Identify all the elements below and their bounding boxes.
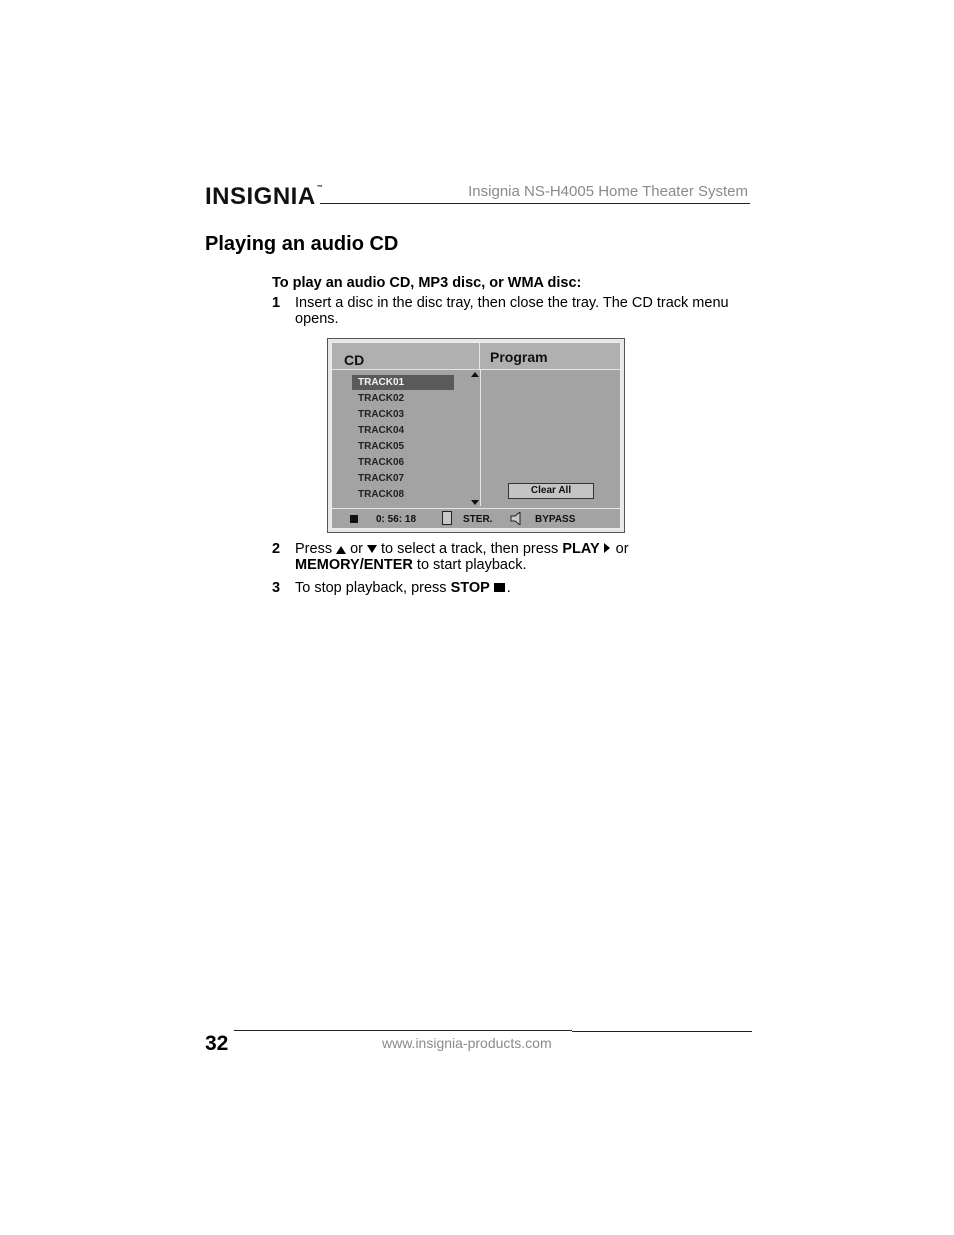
status-bar [332,508,620,528]
track-item[interactable]: TRACK03 [358,409,405,420]
step-1-number: 1 [272,295,281,311]
stop-square-icon [494,583,505,592]
play-key: PLAY [562,541,600,557]
program-panel-header [480,343,620,370]
playback-time: 0: 56: 18 [376,514,417,525]
sub-heading: To play an audio CD, MP3 disc, or WMA disc: [272,275,582,291]
track-item-selected[interactable]: TRACK01 [352,375,454,390]
track-item[interactable]: TRACK04 [358,425,405,436]
audio-mode-label: STER. [463,514,493,525]
column-divider [480,370,481,506]
stop-icon [350,515,358,523]
step-3-number: 3 [272,580,281,596]
step-2-text [295,541,735,573]
step-2-mid: to select a track, then press [380,541,559,557]
scroll-down-icon[interactable] [471,500,479,505]
down-arrow-icon [367,545,377,553]
memory-enter-key: MEMORY/ENTER [295,557,413,573]
screen-inner [331,342,621,529]
page-number: 32 [205,1032,229,1055]
stop-key: STOP [450,580,490,596]
cd-track-menu-screen [327,338,625,533]
footer-rule-right [572,1031,752,1032]
step-1-text: Insert a disc in the disc tray, then close the tray. The CD track menu opens. [295,295,729,327]
step-2-or2: or [615,541,629,557]
step-2-end: to start playback. [416,557,527,573]
audio-disc-icon [442,511,452,525]
insignia-logo [205,183,323,211]
step-2-number: 2 [272,541,281,557]
logo-text: INSIGNIA [205,183,316,210]
header-rule [320,203,750,204]
step-2-or: or [350,541,363,557]
track-item[interactable]: TRACK05 [358,441,405,452]
cd-panel-header [332,343,480,370]
footer-rule-left [234,1030,572,1031]
track-item[interactable]: TRACK08 [358,489,405,500]
step-2-press: Press [295,541,333,557]
product-title: Insignia NS-H4005 Home Theater System [468,183,748,200]
speaker-mode-label: BYPASS [535,514,576,525]
footer-url[interactable]: www.insignia-products.com [382,1035,552,1051]
step-3-pre: To stop playback, press [295,580,447,596]
up-arrow-icon [336,546,346,554]
track-item[interactable]: TRACK07 [358,473,405,484]
step-3-text [295,580,735,596]
program-header-label: Program [490,349,548,365]
logo-trademark: ™ [316,185,324,191]
track-list [352,375,462,503]
scroll-up-icon[interactable] [471,372,479,377]
clear-all-button[interactable]: Clear All [508,483,594,499]
track-item[interactable]: TRACK02 [358,393,405,404]
speaker-icon [510,512,524,525]
step-3-end: . [506,580,511,596]
section-title: Playing an audio CD [205,233,399,255]
play-icon [604,543,610,553]
track-item[interactable]: TRACK06 [358,457,405,468]
cd-header-label: CD [344,352,365,368]
